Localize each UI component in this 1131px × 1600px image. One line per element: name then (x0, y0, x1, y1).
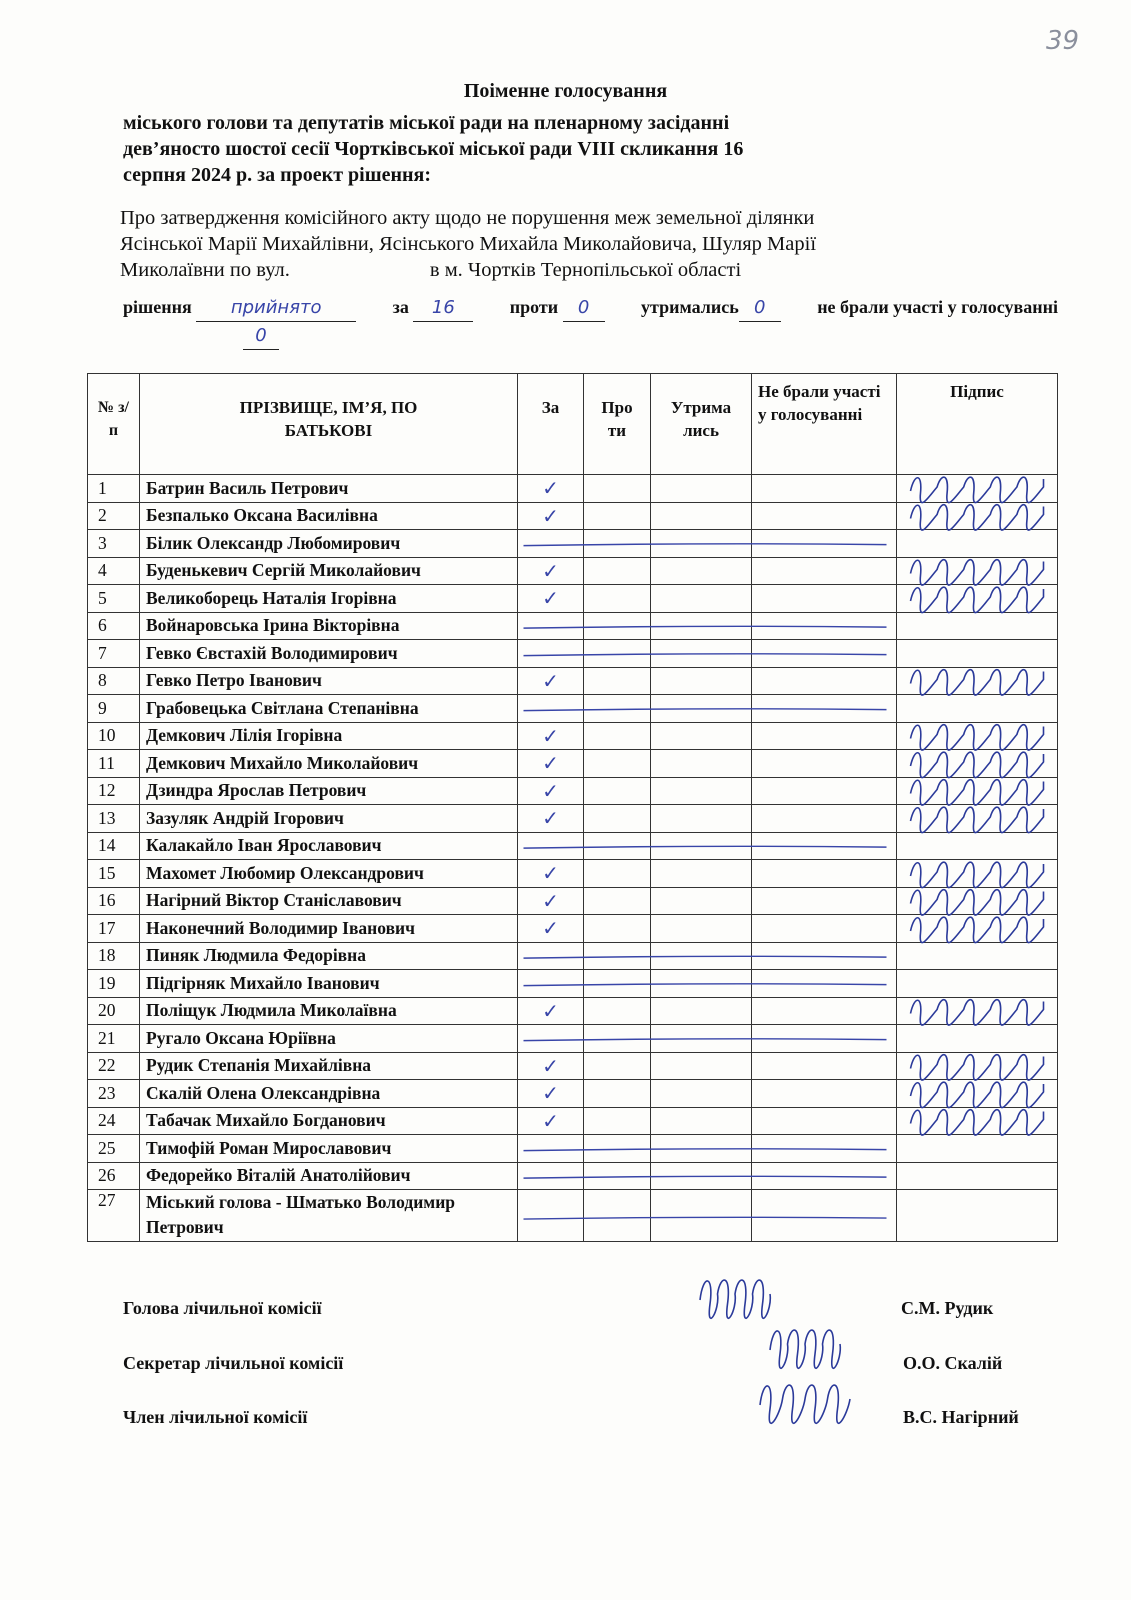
table-row (88, 1107, 1058, 1135)
vote-not-voted-cell (752, 750, 897, 778)
vote-abstained-cell (651, 530, 752, 558)
vote-abstained-cell (651, 502, 752, 530)
table-row (88, 695, 1058, 723)
signature-cell (897, 1052, 1058, 1080)
row-number: 13 (88, 805, 140, 833)
vote-abstained-cell (651, 585, 752, 613)
row-name: Білик Олександр Любомирович (140, 530, 518, 558)
abstained-value: 0 (739, 294, 781, 322)
signature-cell (897, 502, 1058, 530)
vote-for-cell (518, 695, 584, 723)
row-number: 2 (88, 502, 140, 530)
row-number: 10 (88, 722, 140, 750)
table-row (88, 1162, 1058, 1190)
vote-for-cell: ✓ (518, 585, 584, 613)
vote-against-cell (584, 667, 651, 695)
table-row (88, 1135, 1058, 1163)
vote-not-voted-cell (752, 832, 897, 860)
page-number: 39 (1046, 26, 1080, 56)
row-name: Скалій Олена Олександрівна (140, 1080, 518, 1108)
vote-for-cell: ✓ (518, 997, 584, 1025)
document-heading (123, 110, 1023, 188)
vote-against-cell (584, 475, 651, 503)
signature-cell (897, 1107, 1058, 1135)
vote-abstained-cell (651, 612, 752, 640)
vote-not-voted-cell (752, 777, 897, 805)
vote-against-cell (584, 942, 651, 970)
table-row (88, 1190, 1058, 1242)
vote-for-cell: ✓ (518, 722, 584, 750)
row-number: 7 (88, 640, 140, 668)
vote-not-voted-cell (752, 915, 897, 943)
vote-not-voted-cell (752, 695, 897, 723)
vote-for-cell: ✓ (518, 1080, 584, 1108)
subject-line-part: в м. Чортків Тернопільської області (429, 259, 742, 281)
table-row (88, 1052, 1058, 1080)
table-row (88, 502, 1058, 530)
vote-abstained-cell (651, 887, 752, 915)
vote-against-cell (584, 1162, 651, 1190)
vote-for-cell: ✓ (518, 1107, 584, 1135)
vote-for-cell (518, 1135, 584, 1163)
vote-abstained-cell (651, 1107, 752, 1135)
vote-against-cell (584, 557, 651, 585)
vote-against-cell (584, 915, 651, 943)
vote-abstained-cell (651, 695, 752, 723)
vote-for-cell: ✓ (518, 860, 584, 888)
vote-not-voted-cell (752, 1190, 897, 1242)
row-number: 27 (88, 1190, 140, 1242)
signature-cell (897, 1135, 1058, 1163)
vote-not-voted-cell (752, 942, 897, 970)
signature-cell (897, 942, 1058, 970)
row-name: Зазуляк Андрій Ігорович (140, 805, 518, 833)
table-row (88, 722, 1058, 750)
vote-not-voted-cell (752, 997, 897, 1025)
commission-signature (700, 1280, 770, 1318)
vote-for-cell (518, 1025, 584, 1053)
signature-cell (897, 612, 1058, 640)
vote-abstained-cell (651, 1190, 752, 1242)
header-against: Про ти (584, 374, 651, 475)
vote-against-cell (584, 612, 651, 640)
vote-not-voted-cell (752, 1135, 897, 1163)
commission-person: В.С. Нагірний (903, 1407, 1019, 1427)
signature-cell (897, 887, 1058, 915)
table-row (88, 750, 1058, 778)
vote-abstained-cell (651, 777, 752, 805)
subject-line-part: Миколаївни по вул. (120, 259, 290, 281)
heading-line: серпня 2024 р. за проект рішення: (123, 164, 431, 186)
heading-line: дев’яносто шостої сесії Чортківської міської ради VIII скликання 16 (123, 138, 744, 160)
row-name: Дзиндра Ярослав Петрович (140, 777, 518, 805)
vote-against-cell (584, 695, 651, 723)
row-number: 11 (88, 750, 140, 778)
vote-for-cell: ✓ (518, 667, 584, 695)
vote-for-cell: ✓ (518, 805, 584, 833)
vote-for-cell (518, 1190, 584, 1242)
signature-cell (897, 557, 1058, 585)
vote-against-cell (584, 832, 651, 860)
subject-line (120, 257, 1040, 283)
vote-abstained-cell (651, 1135, 752, 1163)
row-number: 16 (88, 887, 140, 915)
table-row (88, 557, 1058, 585)
vote-against-cell (584, 1135, 651, 1163)
vote-abstained-cell (651, 640, 752, 668)
vote-abstained-cell (651, 667, 752, 695)
vote-not-voted-cell (752, 557, 897, 585)
commission-person: С.М. Рудик (901, 1298, 994, 1318)
signature-cell (897, 640, 1058, 668)
table-row (88, 475, 1058, 503)
header-for: За (518, 374, 584, 475)
row-number: 8 (88, 667, 140, 695)
row-number: 23 (88, 1080, 140, 1108)
vote-abstained-cell (651, 970, 752, 998)
header-signature: Підпис (897, 374, 1058, 475)
against-label: проти (509, 297, 559, 317)
for-value: 16 (413, 294, 473, 322)
table-row (88, 887, 1058, 915)
table-row (88, 640, 1058, 668)
vote-abstained-cell (651, 1080, 752, 1108)
table-row (88, 860, 1058, 888)
vote-not-voted-cell (752, 1080, 897, 1108)
vote-against-cell (584, 887, 651, 915)
vote-not-voted-cell (752, 667, 897, 695)
vote-abstained-cell (651, 750, 752, 778)
signature-cell (897, 832, 1058, 860)
signature-cell (897, 1025, 1058, 1053)
row-name: Табачак Михайло Богданович (140, 1107, 518, 1135)
row-name: Нагірний Віктор Станіславович (140, 887, 518, 915)
vote-not-voted-cell (752, 805, 897, 833)
header-not-voted: Не брали участі у голосуванні (752, 374, 897, 475)
vote-not-voted-cell (752, 970, 897, 998)
vote-not-voted-cell (752, 1025, 897, 1053)
vote-abstained-cell (651, 557, 752, 585)
row-name: Войнаровська Ірина Вікторівна (140, 612, 518, 640)
vote-against-cell (584, 722, 651, 750)
header-abstained: Утрима лись (651, 374, 752, 475)
table-body (88, 475, 1058, 1242)
vote-for-cell: ✓ (518, 750, 584, 778)
row-number: 20 (88, 997, 140, 1025)
signature-cell (897, 475, 1058, 503)
row-number: 3 (88, 530, 140, 558)
vote-against-cell (584, 502, 651, 530)
row-number: 18 (88, 942, 140, 970)
commission-person: О.О. Скалій (903, 1353, 1003, 1373)
signature-cell (897, 1162, 1058, 1190)
vote-not-voted-cell (752, 640, 897, 668)
row-name: Гевко Євстахій Володимирович (140, 640, 518, 668)
commission-role: Голова лічильної комісії (123, 1298, 322, 1318)
against-value: 0 (563, 294, 605, 322)
vote-against-cell (584, 750, 651, 778)
vote-for-cell: ✓ (518, 915, 584, 943)
table-row (88, 1025, 1058, 1053)
vote-result (123, 294, 1058, 350)
vote-for-cell (518, 612, 584, 640)
signature-cell (897, 805, 1058, 833)
commission-role: Секретар лічильної комісії (123, 1353, 344, 1373)
vote-against-cell (584, 1190, 651, 1242)
vote-for-cell: ✓ (518, 777, 584, 805)
table-row (88, 832, 1058, 860)
vote-against-cell (584, 1107, 651, 1135)
vote-against-cell (584, 997, 651, 1025)
vote-against-cell (584, 860, 651, 888)
vote-for-cell: ✓ (518, 502, 584, 530)
vote-for-cell (518, 640, 584, 668)
signature-cell (897, 997, 1058, 1025)
signature-cell (897, 915, 1058, 943)
vote-for-cell (518, 1162, 584, 1190)
signature-cell (897, 585, 1058, 613)
vote-abstained-cell (651, 942, 752, 970)
vote-against-cell (584, 1052, 651, 1080)
vote-not-voted-cell (752, 1107, 897, 1135)
row-number: 19 (88, 970, 140, 998)
vote-for-cell: ✓ (518, 1052, 584, 1080)
row-name: Великоборець Наталія Ігорівна (140, 585, 518, 613)
row-number: 24 (88, 1107, 140, 1135)
for-label: за (392, 297, 409, 317)
roll-call-table (87, 373, 1058, 1242)
row-number: 6 (88, 612, 140, 640)
heading-line: міського голови та депутатів міської ради на пленарному засіданні (123, 112, 730, 134)
row-number: 26 (88, 1162, 140, 1190)
signature-cell (897, 1080, 1058, 1108)
vote-against-cell (584, 530, 651, 558)
signature-cell (897, 750, 1058, 778)
vote-against-cell (584, 805, 651, 833)
row-number: 21 (88, 1025, 140, 1053)
commission-signature (770, 1330, 840, 1368)
row-number: 12 (88, 777, 140, 805)
row-number: 1 (88, 475, 140, 503)
table-row (88, 997, 1058, 1025)
not-voted-value: 0 (243, 322, 279, 350)
signature-cell (897, 695, 1058, 723)
signature-cell (897, 1190, 1058, 1242)
row-name: Рудик Степанія Михайлівна (140, 1052, 518, 1080)
row-number: 22 (88, 1052, 140, 1080)
table-row (88, 915, 1058, 943)
vote-against-cell (584, 1025, 651, 1053)
row-name: Федорейко Віталій Анатолійович (140, 1162, 518, 1190)
row-name: Грабовецька Світлана Степанівна (140, 695, 518, 723)
table-row (88, 667, 1058, 695)
row-name: Наконечний Володимир Іванович (140, 915, 518, 943)
vote-against-cell (584, 1080, 651, 1108)
vote-not-voted-cell (752, 530, 897, 558)
vote-against-cell (584, 585, 651, 613)
row-number: 14 (88, 832, 140, 860)
vote-abstained-cell (651, 997, 752, 1025)
vote-for-cell: ✓ (518, 557, 584, 585)
vote-abstained-cell (651, 1162, 752, 1190)
row-number: 15 (88, 860, 140, 888)
vote-abstained-cell (651, 915, 752, 943)
row-name: Гевко Петро Іванович (140, 667, 518, 695)
vote-abstained-cell (651, 805, 752, 833)
row-number: 9 (88, 695, 140, 723)
vote-against-cell (584, 777, 651, 805)
decision-subject (120, 205, 1040, 283)
vote-for-cell (518, 530, 584, 558)
vote-against-cell (584, 970, 651, 998)
row-name: Махомет Любомир Олександрович (140, 860, 518, 888)
vote-not-voted-cell (752, 860, 897, 888)
signature-cell (897, 722, 1058, 750)
row-number: 5 (88, 585, 140, 613)
document-title: Поіменне голосування (463, 80, 668, 102)
signature-cell (897, 860, 1058, 888)
header-name: ПРІЗВИЩЕ, ІМ’Я, ПО БАТЬКОВІ (140, 374, 518, 475)
table-header-row (88, 374, 1058, 475)
subject-line: Ясінської Марії Михайлівни, Ясінського Михайла Миколайовича, Шуляр Марії (120, 233, 817, 255)
table-row (88, 530, 1058, 558)
row-name: Міський голова - Шматько Володимир Петрович (140, 1190, 518, 1242)
vote-for-cell (518, 970, 584, 998)
vote-for-cell: ✓ (518, 887, 584, 915)
signature-cell (897, 667, 1058, 695)
vote-for-cell (518, 832, 584, 860)
vote-not-voted-cell (752, 502, 897, 530)
vote-abstained-cell (651, 1025, 752, 1053)
vote-for-cell (518, 942, 584, 970)
vote-not-voted-cell (752, 475, 897, 503)
vote-not-voted-cell (752, 722, 897, 750)
vote-abstained-cell (651, 475, 752, 503)
row-name: Демкович Михайло Миколайович (140, 750, 518, 778)
row-name: Батрин Василь Петрович (140, 475, 518, 503)
row-number: 25 (88, 1135, 140, 1163)
decision-label: рішення (123, 297, 192, 317)
row-number: 17 (88, 915, 140, 943)
row-name: Поліщук Людмила Миколаївна (140, 997, 518, 1025)
signature-cell (897, 970, 1058, 998)
table-row (88, 585, 1058, 613)
vote-against-cell (584, 640, 651, 668)
row-name: Калакайло Іван Ярославович (140, 832, 518, 860)
vote-not-voted-cell (752, 1162, 897, 1190)
table-row (88, 777, 1058, 805)
commission-signature (760, 1385, 850, 1423)
vote-not-voted-cell (752, 887, 897, 915)
table-row (88, 1080, 1058, 1108)
vote-abstained-cell (651, 1052, 752, 1080)
vote-not-voted-cell (752, 1052, 897, 1080)
vote-not-voted-cell (752, 612, 897, 640)
row-name: Підгірняк Михайло Іванович (140, 970, 518, 998)
decision-value: прийнято (196, 294, 356, 322)
vote-abstained-cell (651, 722, 752, 750)
vote-abstained-cell (651, 832, 752, 860)
signature-cell (897, 530, 1058, 558)
commission-role: Член лічильної комісії (123, 1407, 308, 1427)
row-number: 4 (88, 557, 140, 585)
not-voted-label: не брали участі у голосуванні (817, 297, 1058, 317)
signature-cell (897, 777, 1058, 805)
header-num: № з/п (88, 374, 140, 475)
row-name: Безпалько Оксана Василівна (140, 502, 518, 530)
subject-line: Про затвердження комісійного акту щодо не порушення меж земельної ділянки (120, 207, 815, 229)
abstained-label: утримались (641, 297, 739, 317)
table-row (88, 942, 1058, 970)
row-name: Буденькевич Сергій Миколайович (140, 557, 518, 585)
row-name: Ругало Оксана Юріївна (140, 1025, 518, 1053)
vote-abstained-cell (651, 860, 752, 888)
row-name: Пиняк Людмила Федорівна (140, 942, 518, 970)
table-row (88, 612, 1058, 640)
row-name: Тимофій Роман Мирославович (140, 1135, 518, 1163)
table-row (88, 805, 1058, 833)
row-name: Демкович Лілія Ігорівна (140, 722, 518, 750)
vote-for-cell: ✓ (518, 475, 584, 503)
table-row (88, 970, 1058, 998)
vote-not-voted-cell (752, 585, 897, 613)
